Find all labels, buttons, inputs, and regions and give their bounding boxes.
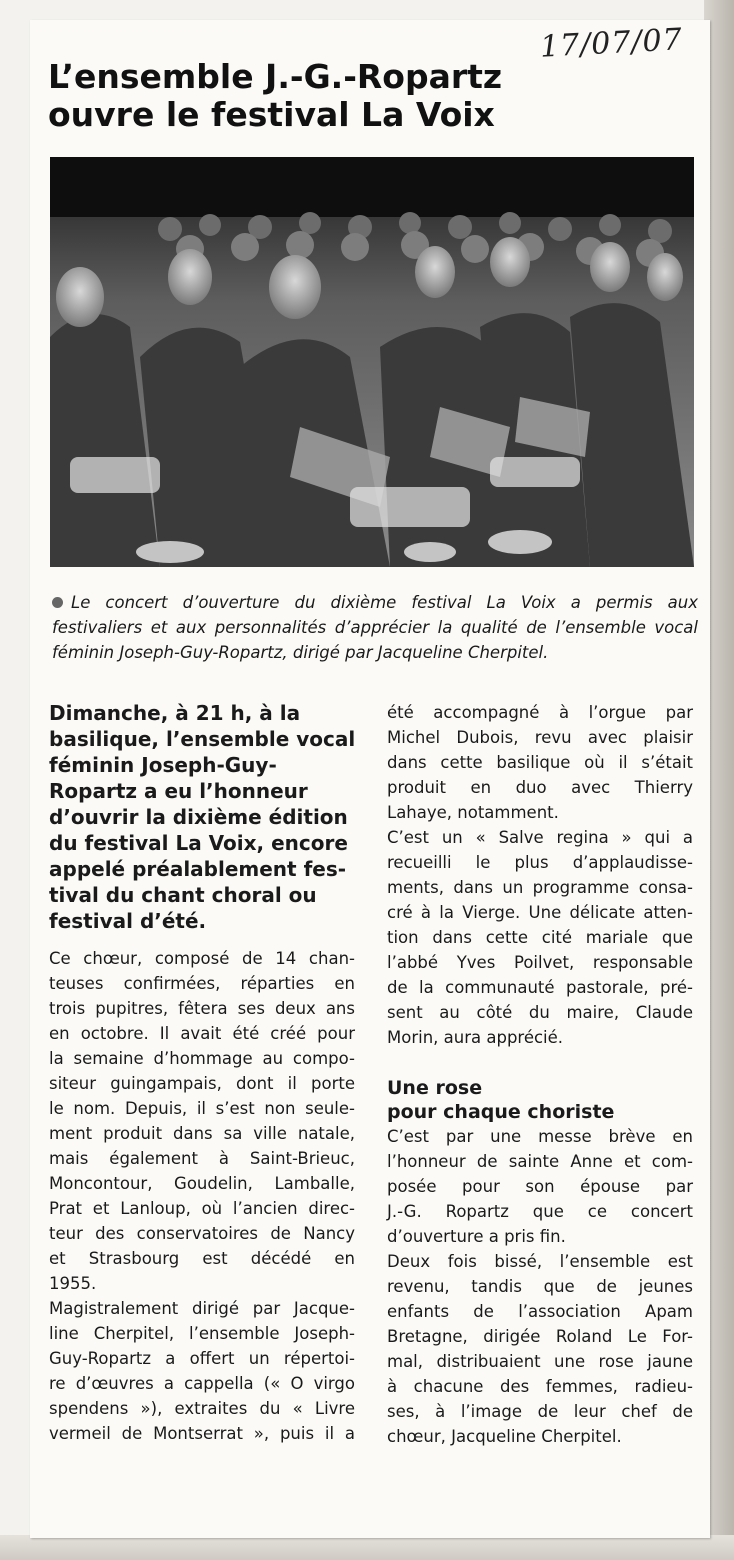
body-paragraph: Magistralement dirigé par Jacque- line Cherpitel, l’ensemble Joseph- Guy-Ropartz a offert un répertoi- re d’œuvres a cappella (« O virgo spendens »), extraites du « Livre vermeil de Montserrat », puis il a <box>49 1299 355 1443</box>
body-paragraph: C’est par une messe brève en l’honneur de sainte Anne et com- posée pour son épouse par J.-G. Ropartz que ce concert d’ouverture a pris fin. <box>387 1127 693 1246</box>
body-paragraph: C’est un « Salve regina » qui a recueilli le plus d’applaudisse- ments, dans un programme consa- cré à la Vierge. Une délicate atten- tion dans cette cité mariale que l’abbé Yves Poilvet, responsable de la communauté pastorale, pré- sent au côté du maire, Claude Morin, aura apprécié. <box>387 828 693 1047</box>
headline <box>48 58 568 134</box>
caption-line: féminin Joseph-Guy-Ropartz, dirigé par Jacqueline Cherpitel. <box>52 643 549 662</box>
body-paragraph: été accompagné à l’orgue par Michel Dubois, revu avec plaisir dans cette basilique où il s’était produit en duo avec Thierry Lahaye, notamment. <box>387 703 693 822</box>
body-paragraph: Ce chœur, composé de 14 chan- teuses confirmées, réparties en trois pupitres, fêtera ses deux ans en octobre. Il avait été créé pour la semaine d’hommage au compo- siteur guingampais, dont il porte le nom. Depuis, il s’est non seule- ment produit dans sa ville natale, mais également à Saint-Brieuc, Moncontour, Goudelin, Lamballe, Prat et Lanloup, où l’ancien direc- teur des conservatoires de Nancy et Strasbourg est décédé en 1955. <box>49 949 355 1293</box>
lead-paragraph: Dimanche, à 21 h, à la basilique, l’ensemble vocal féminin Joseph-Guy- Ropartz a eu l’honneur d’ouvrir la dixième édition du festival La Voix, encore appelé préalablement fes- tival du chant choral ou festival d’été. <box>49 701 356 933</box>
bullet-icon <box>52 597 63 608</box>
photo-caption <box>52 590 698 665</box>
headline-line-2: ouvre le festival La Voix <box>48 95 495 134</box>
article-column-left <box>49 700 355 1446</box>
headline-line-1: L’ensemble J.-G.-Ropartz <box>48 57 503 96</box>
article-column-right <box>387 700 693 1449</box>
audience-photo <box>50 157 694 567</box>
section-subheading: Une rose pour chaque choriste <box>387 1077 615 1123</box>
caption-line: Le concert d’ouverture du dixième festival La Voix a permis aux <box>52 590 698 615</box>
handwritten-date: 17/07/07 <box>539 22 684 65</box>
body-paragraph: Deux fois bissé, l’ensemble est revenu, tandis que de jeunes enfants de l’association Apam Bretagne, dirigée Roland Le For- mal, distribuaient une rose jaune à chacune des femmes, radieu- ses, à l’image de leur chef de chœur, Jacqueline Cherpitel. <box>387 1252 693 1446</box>
photo-audience-seated-icon <box>50 157 694 567</box>
scan-margin-bottom <box>0 1535 734 1560</box>
caption-line: festivaliers et aux personnalités d’apprécier la qualité de l’ensemble vocal <box>52 618 698 637</box>
